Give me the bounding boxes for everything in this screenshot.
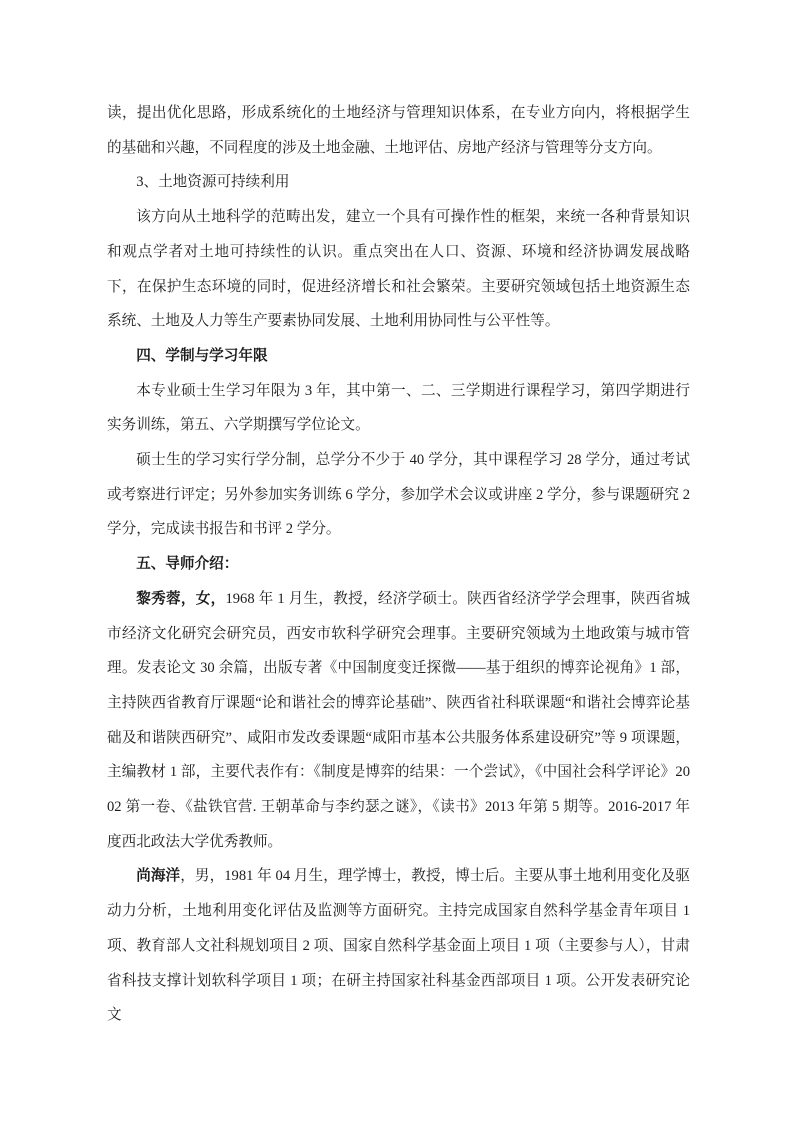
paragraph-advisor-li-xiurong bbox=[107, 582, 690, 860]
advisor-bio-shang-haiyang: ，男，1981 年 04 月生，理学博士，教授，博士后。主要从事土地利用变化及驱动力分析，土地利用变化评估及监测等方面研究。主持完成国家自然科学基金青年项目 1 项、教育部人文社科规划项目 2 项、国家自然科学基金面上项目 1 项（主要参与人），甘肃省科技支撑计划软科学项目 1 项；在研主持国家社科基金西部项目 1 项。公开发表研究论文 bbox=[107, 868, 690, 1024]
paragraph-study-years: 本专业硕士生学习年限为 3 年，其中第一、二、三学期进行课程学习，第四学期进行实务训练，第五、六学期撰写学位论文。 bbox=[107, 382, 690, 434]
advisor-bio-li-xiurong: 1968 年 1 月生，教授，经济学硕士。陕西省经济学学会理事，陕西省城市经济文化研究会研究员，西安市软科学研究会理事。主要研究领域为土地政策与城市管理。发表论文 30 余篇，出版专著《中国制度变迁探微——基于组织的博弈论视角》1 部，主持陕西省教育厅课题“论和谐社会的博弈论基础”、陕西省社科联课题“和谐社会博弈论基础及和谐陕西研究”、咸阳市发改委课题“咸阳市基本公共服务体系建设研究”等 9 项课题，主编教材 1 部，主要代表作有：《制度是博弈的结果：一个尝试》，《中国社会科学评论》2002 第一卷、《盐铁官营. 王朝革命与李约瑟之谜》，《读书》2013 年第 5 期等。2016-2017 年度西北政法大学优秀教师。 bbox=[107, 590, 690, 850]
paragraph-research-direction-3-body: 该方向从土地科学的范畴出发，建立一个具有可操作性的框架，来统一各种背景知识和观点学者对土地可持续性的认识。重点突出在人口、资源、环境和经济协调发展战略下，在保护生态环境的同时，促进经济增长和社会繁荣。主要研究领域包括土地资源生态系统、土地及人力等生产要素协同发展、土地利用协同性与公平性等。 bbox=[107, 209, 690, 330]
advisor-name-li-xiurong: 黎秀蓉，女， bbox=[136, 590, 226, 607]
paragraph-credit-system: 硕士生的学习实行学分制，总学分不少于 40 学分，其中课程学习 28 学分，通过考试或考察进行评定；另外参加实务训练 6 学分，参加学术会议或讲座 2 学分，参与课题研究 2 学分，完成读书报告和书评 2 学分。 bbox=[107, 452, 690, 538]
paragraph-continued-from-previous-page: 读，提出优化思路，形成系统化的土地经济与管理知识体系，在专业方向内，将根据学生的基础和兴趣，不同程度的涉及土地金融、土地评估、房地产经济与管理等分支方向。 bbox=[107, 105, 690, 156]
subheading-research-direction-3: 3、土地资源可持续利用 bbox=[136, 174, 290, 191]
advisor-name-shang-haiyang: 尚海洋 bbox=[136, 868, 181, 885]
heading-section-5-advisor-introduction: 五、导师介绍： bbox=[136, 556, 239, 573]
heading-section-4-study-duration: 四、学制与学习年限 bbox=[136, 347, 268, 364]
paragraph-advisor-shang-haiyang bbox=[107, 859, 690, 1033]
